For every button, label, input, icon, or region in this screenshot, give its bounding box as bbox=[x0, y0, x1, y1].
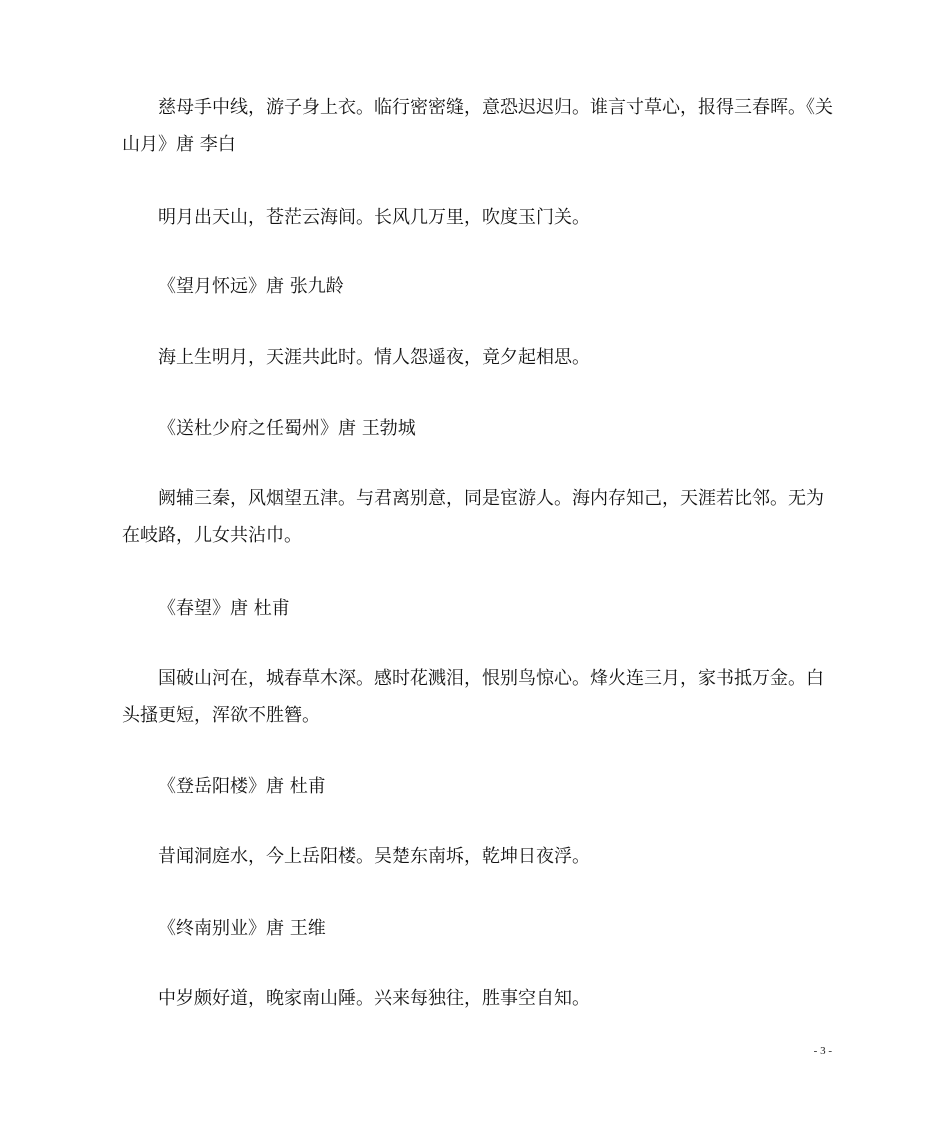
page-number: - 3 - bbox=[813, 1045, 832, 1057]
poem-title-zhongnanbieye: 《终南别业》唐 王维 bbox=[158, 918, 326, 939]
poem-paragraph-zhongnanbieye: 中岁颇好道，晚家南山陲。兴来每独往，胜事空自知。 bbox=[158, 988, 590, 1009]
poem-paragraph-songdushaofu: 阙辅三秦，风烟望五津。与君离别意，同是宦游人。海内存知己，天涯若比邻。无为在岐路，儿女共沾巾。 bbox=[122, 488, 824, 546]
poem-title-wangyuehuaiyuan: 《望月怀远》唐 张九龄 bbox=[158, 276, 344, 297]
poem-title-songdushaofu: 《送杜少府之任蜀州》唐 王勃城 bbox=[158, 418, 416, 439]
poem-paragraph-chunwang: 国破山河在，城春草木深。感时花溅泪，恨别鸟惊心。烽火连三月，家书抵万金。白头搔更短，浑欲不胜簪。 bbox=[122, 668, 824, 726]
poem-paragraph-guanshanyue: 明月出天山，苍茫云海间。长风几万里，吹度玉门关。 bbox=[158, 207, 590, 228]
poem-paragraph-youziyin: 慈母手中线，游子身上衣。临行密密缝，意恐迟迟归。谁言寸草心，报得三春晖。《关山月》唐 李白 bbox=[122, 97, 833, 155]
poem-title-chunwang: 《春望》唐 杜甫 bbox=[158, 598, 290, 619]
poem-paragraph-wangyuehuaiyuan: 海上生明月，天涯共此时。情人怨遥夜，竟夕起相思。 bbox=[158, 347, 590, 368]
poem-title-dengyueyanglou: 《登岳阳楼》唐 杜甫 bbox=[158, 776, 326, 797]
poem-paragraph-dengyueyanglou: 昔闻洞庭水，今上岳阳楼。吴楚东南坼，乾坤日夜浮。 bbox=[158, 846, 590, 867]
